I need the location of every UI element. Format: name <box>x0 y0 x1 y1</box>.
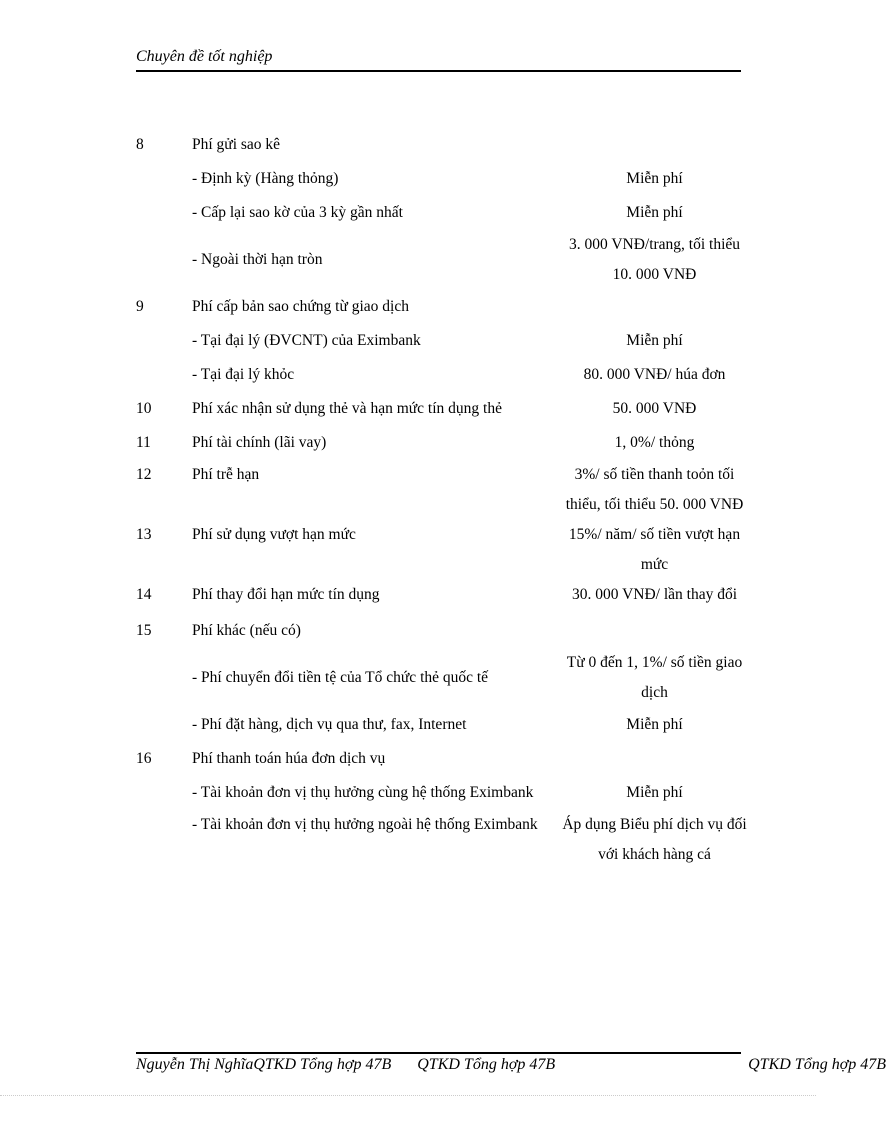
row-description: - Phí đặt hàng, dịch vụ qua thư, fax, Internet <box>192 716 467 733</box>
row-value <box>562 742 747 776</box>
row-description: - Phí chuyển đổi tiền tệ của Tổ chức thẻ quốc tế <box>192 669 489 686</box>
row-number: 15 <box>136 622 152 639</box>
row-value: Miễn phí <box>626 170 683 187</box>
table-row <box>136 742 747 776</box>
row-description: - Tài khoản đơn vị thụ hưởng cùng hệ thống Eximbank <box>192 784 534 801</box>
row-description: Phí trễ hạn <box>192 466 260 483</box>
table-row <box>136 810 747 870</box>
table-row <box>136 580 747 614</box>
row-number <box>136 324 192 358</box>
row-value <box>562 290 747 324</box>
row-number <box>136 230 192 290</box>
row-value: Miễn phí <box>626 204 683 221</box>
row-value: 1, 0%/ thỏng <box>614 434 695 451</box>
table-row <box>136 358 747 392</box>
table-row <box>136 708 747 742</box>
row-number <box>136 358 192 392</box>
row-value: 3%/ số tiền thanh toỏn tối thiểu, tối thiểu 50. 000 VNĐ <box>565 466 744 513</box>
footer-author: Nguyễn Thị NghĩaQTKD Tổng hợp 47B <box>136 1056 392 1073</box>
row-number: 10 <box>136 400 152 417</box>
row-number <box>136 708 192 742</box>
row-description: Phí thay đổi hạn mức tín dụng <box>192 586 380 603</box>
table-row <box>136 776 747 810</box>
row-value: 15%/ năm/ số tiền vượt hạn mức <box>568 526 741 573</box>
row-value: 80. 000 VNĐ/ húa đơn <box>583 366 726 383</box>
table-row <box>136 324 747 358</box>
row-description: - Cấp lại sao kờ của 3 kỳ gần nhất <box>192 204 403 221</box>
row-description: - Tài khoản đơn vị thụ hưởng ngoài hệ thống Eximbank <box>192 816 538 833</box>
row-number: 8 <box>136 136 144 153</box>
table-row <box>136 196 747 230</box>
table-row <box>136 460 747 520</box>
footer-class: QTKD Tổng hợp 47B <box>417 1056 556 1073</box>
row-description: Phí khác (nếu có) <box>192 622 301 639</box>
page-footer <box>136 1056 886 1074</box>
fee-table <box>136 128 747 870</box>
row-description: Phí thanh toán húa đơn dịch vụ <box>192 750 386 767</box>
page-header: Chuyên đề tốt nghiệp <box>136 48 273 65</box>
row-value: Miễn phí <box>626 716 683 733</box>
row-number: 12 <box>136 466 152 483</box>
table-row <box>136 290 747 324</box>
row-description: - Ngoài thời hạn tròn <box>192 251 323 268</box>
footer-rule <box>136 1052 741 1054</box>
row-number: 13 <box>136 526 152 543</box>
row-number <box>136 648 192 708</box>
row-description: Phí sử dụng vượt hạn mức <box>192 526 356 543</box>
row-value: Từ 0 đến 1, 1%/ số tiền giao dịch <box>566 654 743 701</box>
row-number <box>136 776 192 810</box>
row-number <box>136 196 192 230</box>
table-row <box>136 614 747 648</box>
row-number: 14 <box>136 586 152 603</box>
table-row <box>136 520 747 580</box>
row-value <box>562 614 747 648</box>
table-row <box>136 648 747 708</box>
row-description: - Tại đại lý (ĐVCNT) của Eximbank <box>192 332 421 349</box>
table-row <box>136 426 747 460</box>
row-number: 16 <box>136 750 152 767</box>
row-number: 11 <box>136 434 151 451</box>
row-number <box>136 162 192 196</box>
table-row <box>136 128 747 162</box>
row-value: Áp dụng Biểu phí dịch vụ đối với khách hàng cá <box>562 816 747 863</box>
row-value: Miễn phí <box>626 332 683 349</box>
row-value: Miễn phí <box>626 784 683 801</box>
row-value: 30. 000 VNĐ/ lần thay đổi <box>571 586 738 603</box>
row-value <box>562 128 747 162</box>
row-description: - Định kỳ (Hàng thỏng) <box>192 170 339 187</box>
page-break-line <box>0 1095 816 1096</box>
row-description: Phí cấp bản sao chứng từ giao dịch <box>192 298 409 315</box>
row-description: Phí gửi sao kê <box>192 136 281 153</box>
table-row <box>136 392 747 426</box>
row-number <box>136 810 192 870</box>
row-description: Phí xác nhận sử dụng thẻ và hạn mức tín dụng thẻ <box>192 400 502 417</box>
table-row <box>136 162 747 196</box>
row-value: 3. 000 VNĐ/trang, tối thiểu 10. 000 VNĐ <box>568 236 741 283</box>
table-row <box>136 230 747 290</box>
header-rule <box>136 70 741 72</box>
row-number: 9 <box>136 298 144 315</box>
row-description: - Tại đại lý khỏc <box>192 366 295 383</box>
row-value: 50. 000 VNĐ <box>612 400 697 417</box>
row-description: Phí tài chính (lãi vay) <box>192 434 327 451</box>
footer-class-repeat: QTKD Tổng hợp 47B <box>748 1056 886 1073</box>
